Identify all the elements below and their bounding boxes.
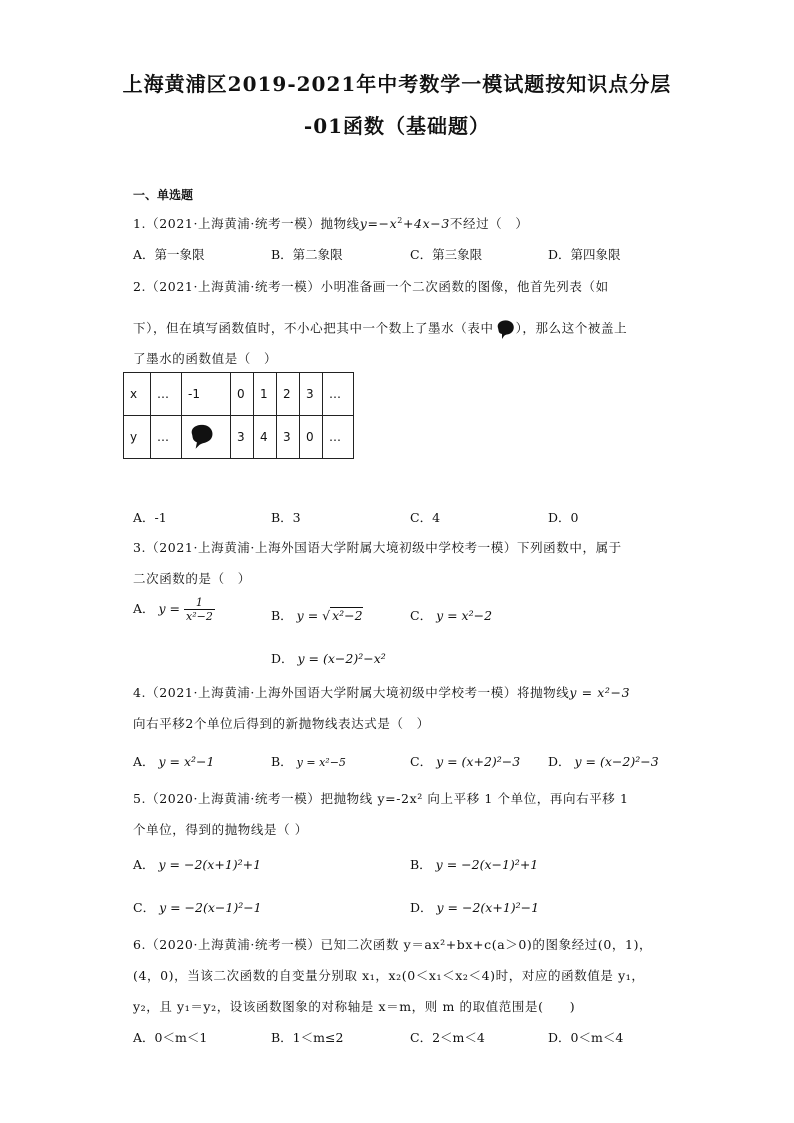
- q3-option-a[interactable]: A． y = $\frac{1}{\text{x²−2}}$: [133, 596, 213, 623]
- q3-option-b[interactable]: B． y = √ x²−2: [271, 608, 363, 623]
- q5-option-b[interactable]: B． y = −2(x−1)²+1: [410, 857, 539, 872]
- option-label: C．: [410, 608, 433, 623]
- q5-option-d[interactable]: D． y = −2(x+1)²−1: [410, 900, 540, 915]
- q2-line3: 了墨水的函数值是（ ）: [133, 351, 278, 366]
- q6-line2: (4，0)，当该二次函数的自变量分别取 x₁，x₂(0＜x₁＜x₂＜4)时，对应的函数值是 y₁，: [133, 968, 645, 983]
- q2-option-b[interactable]: B．3: [271, 510, 301, 525]
- q2-line2b: ），那么这个被盖上: [515, 320, 628, 336]
- q3-line2: 二次函数的是（ ）: [133, 571, 251, 586]
- q1-expr: y=−x: [359, 216, 398, 231]
- table-cell: 3: [300, 373, 323, 416]
- table-cell: …: [323, 373, 354, 416]
- document-title-line1: 上海黄浦区2019-2021年中考数学一模试题按知识点分层: [122, 72, 672, 96]
- q4-option-d[interactable]: D． y = (x−2)²−3: [548, 754, 659, 769]
- q6-option-c[interactable]: C．2＜m＜4: [410, 1030, 485, 1045]
- q5-option-a[interactable]: A． y = −2(x+1)²+1: [133, 857, 262, 872]
- q4-option-b[interactable]: B． y = x²−5: [271, 754, 346, 769]
- q3-option-d[interactable]: [271, 649, 386, 667]
- q1-expr2: +4x−3: [402, 216, 450, 231]
- table-cell: x: [124, 373, 151, 416]
- q4-line2: 向右平移2个单位后得到的新抛物线表达式是（ ）: [133, 716, 430, 731]
- value-table: [123, 372, 354, 459]
- q6-option-b[interactable]: B．1＜m≤2: [271, 1030, 344, 1045]
- q3-option-c[interactable]: [410, 606, 492, 624]
- q1-option-d[interactable]: D．第四象限: [548, 247, 621, 262]
- table-cell: y: [124, 416, 151, 459]
- q1-option-b[interactable]: B．第二象限: [271, 247, 343, 262]
- q2-line2a: 下），但在填写函数值时，不小心把其中一个数上了墨水（表中: [133, 320, 494, 336]
- q1-tail: 不经过（ ）: [449, 216, 529, 231]
- q3-line1: 3.（2021·上海黄浦·上海外国语大学附属大境初级中学校考一模）下列函数中，属于: [133, 540, 622, 555]
- option-label: D．: [271, 651, 294, 666]
- table-cell: 0: [231, 373, 254, 416]
- table-cell: 2: [277, 373, 300, 416]
- q6-line1: 6.（2020·上海黄浦·统考一模）已知二次函数 y＝ax²+bx+c(a＞0)的图象经过(0，1)，: [133, 937, 653, 952]
- option-label: B．: [271, 608, 293, 623]
- table-cell: 3: [231, 416, 254, 459]
- q6-line3: y₂，且 y₁＝y₂，设该函数图象的对称轴是 x＝m，则 m 的取值范围是( ): [133, 999, 576, 1014]
- table-cell-blot: [182, 416, 231, 459]
- q5-line1: 5.（2020·上海黄浦·统考一模）把抛物线 y=-2x² 向上平移 1 个单位，再向右平移 1: [133, 791, 629, 806]
- option-expr: y = (x−2)²−x²: [297, 651, 386, 666]
- sqrt-expr: x²−2: [332, 608, 363, 623]
- table-cell: …: [151, 373, 182, 416]
- q1-text: 1.（2021·上海黄浦·统考一模）抛物线: [133, 216, 360, 231]
- option-label: A．: [133, 601, 155, 616]
- table-cell: 3: [277, 416, 300, 459]
- table-cell: 0: [300, 416, 323, 459]
- q2-option-a[interactable]: A．-1: [133, 510, 167, 525]
- ink-blot-icon: [188, 422, 216, 450]
- q1-option-c[interactable]: C．第三象限: [410, 247, 483, 262]
- table-cell: -1: [182, 373, 231, 416]
- q2-option-c[interactable]: C．4: [410, 510, 441, 525]
- q4-option-c[interactable]: C． y = (x+2)²−3: [410, 754, 521, 769]
- table-cell: …: [151, 416, 182, 459]
- ink-blot-icon: [494, 318, 516, 340]
- q2-line1: 2.（2021·上海黄浦·统考一模）小明准备画一个二次函数的图像，他首先列表（如: [133, 279, 609, 294]
- fraction: $\frac{1}{\text{x²−2}}$: [186, 596, 213, 623]
- table-cell: 1: [254, 373, 277, 416]
- q4-line1: 4.（2021·上海黄浦·上海外国语大学附属大境初级中学校考一模）将抛物线y = x²−3: [133, 685, 631, 700]
- table-cell: …: [323, 416, 354, 459]
- q2-option-d[interactable]: D．0: [548, 510, 579, 525]
- question-1: 1.（2021·上海黄浦·统考一模）抛物线$y=-x^2+4x-3$不经过（ ）: [133, 215, 529, 231]
- q1-option-a[interactable]: A．第一象限: [133, 247, 205, 262]
- table-row-y: [124, 416, 354, 459]
- document-title-line2: -01函数（基础题）: [303, 114, 491, 138]
- q4-option-a[interactable]: A． y = x²−1: [133, 754, 215, 769]
- option-expr: y = x²−2: [436, 608, 493, 623]
- q5-line2: 个单位，得到的抛物线是（ ）: [133, 822, 308, 837]
- table-cell: 4: [254, 416, 277, 459]
- section-heading: 一、单选题: [133, 188, 194, 202]
- q5-option-c[interactable]: C． y = −2(x−1)²−1: [133, 900, 262, 915]
- q6-option-d[interactable]: D．0＜m＜4: [548, 1030, 624, 1045]
- q6-option-a[interactable]: A．0＜m＜1: [133, 1030, 208, 1045]
- q2-line2: [133, 318, 627, 340]
- table-row-x: [124, 373, 354, 416]
- q4-expr: y = x²−3: [569, 685, 631, 700]
